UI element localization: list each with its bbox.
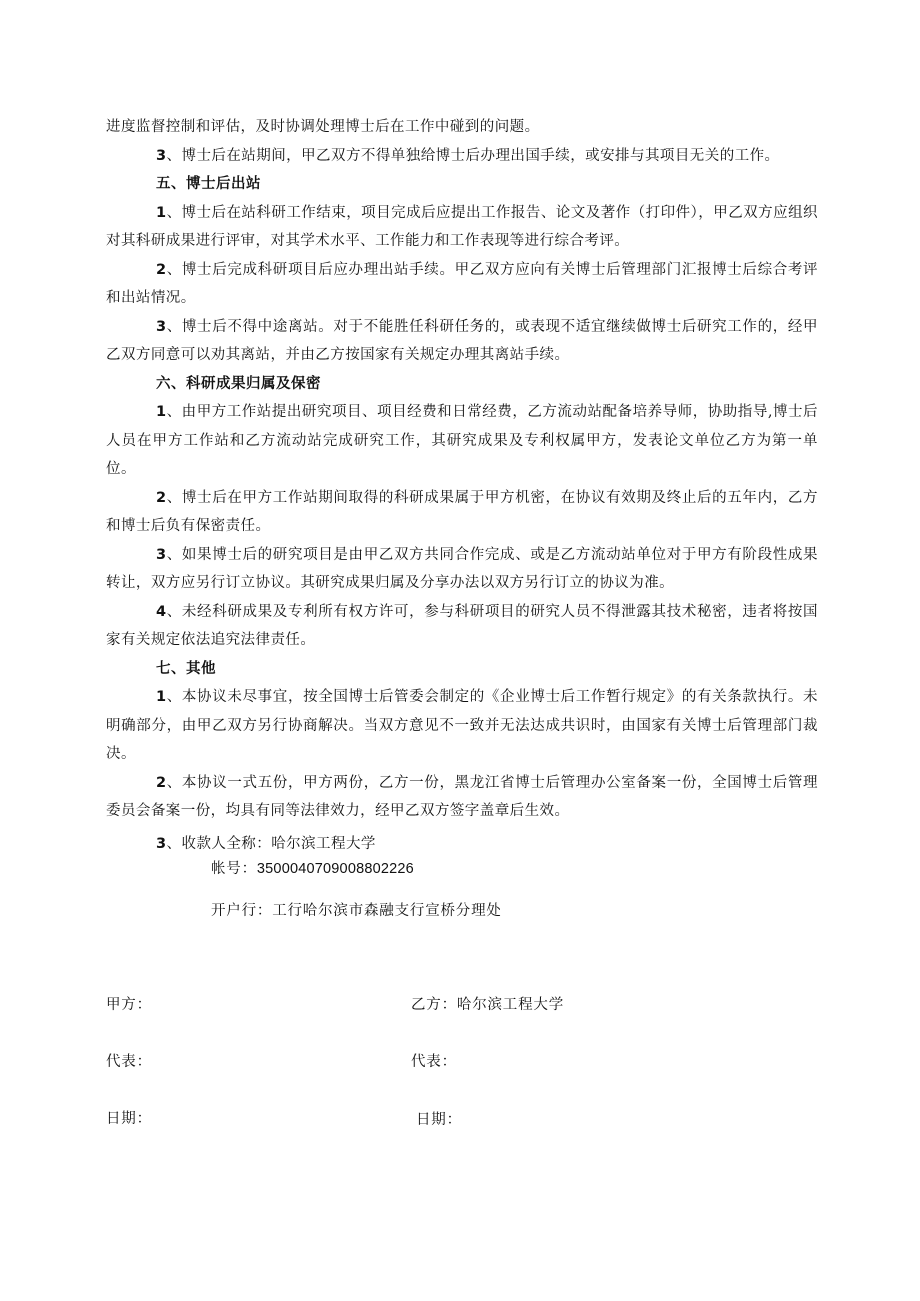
agreement-body [106,113,818,858]
clause-6-2: 2、博士后在甲方工作站期间取得的科研成果属于甲方机密，在协议有效期及终止后的五年内，乙方和博士后负有保密责任。 [106,489,818,534]
bank-name: 开户行：工行哈尔滨市森融支行宣桥分理处 [211,903,502,919]
party-a-label: 甲方： [106,997,152,1013]
section-heading-5: 五、博士后出站 [156,176,261,192]
clause-4-3: 3、博士后在站期间，甲乙双方不得单独给博士后办理出国手续，或安排与其项目无关的工作。 [156,147,780,164]
clause-5-2: 2、博士后完成科研项目后应办理出站手续。甲乙双方应向有关博士后管理部门汇报博士后综合考评和出站情况。 [106,261,818,306]
clause-7-3: 3、收款人全称：哈尔滨工程大学 [156,835,376,852]
bank-line [211,901,502,921]
account-label: 帐号： [211,861,257,877]
clause-6-1: 1、由甲方工作站提出研究项目、项目经费和日常经费，乙方流动站配备培养导师，协助指导,博士后人员在甲方工作站和乙方流动站完成研究工作，其研究成果及专利权属甲方，发表论文单位乙方为第一单位。 [106,404,818,477]
clause-6-3: 3、如果博士后的研究项目是由甲乙双方共同合作完成、或是乙方流动站单位对于甲方有阶段性成果转让，双方应另行订立协议。其研究成果归属及分享办法以双方另行订立的协议为准。 [106,546,818,591]
account-number: 3500040709008802226 [256,861,414,877]
date-b-label: 日期： [416,1112,462,1128]
section-heading-7: 七、其他 [156,660,216,677]
date-a-label: 日期： [106,1111,152,1127]
clause-7-1: 1、本协议未尽事宜，按全国博士后管委会制定的《企业博士后工作暂行规定》的有关条款执行。未明确部分，由甲乙双方另行协商解决。当双方意见不一致并无法达成共识时，由国家有关博士后管理部门裁决。 [106,689,818,762]
party-b-label: 乙方：哈尔滨工程大学 [411,997,564,1013]
clause-5-3: 3、博士后不得中途离站。对于不能胜任科研任务的，或表现不适宜继续做博士后研究工作的，经甲乙双方同意可以劝其离站，并由乙方按国家有关规定办理其离站手续。 [106,318,818,363]
continued-paragraph: 进度监督控制和评估，及时协调处理博士后在工作中碰到的问题。 [106,119,540,135]
clause-6-4: 4、未经科研成果及专利所有权方许可，参与科研项目的研究人员不得泄露其技术秘密，违者将按国家有关规定依法追究法律责任。 [106,603,818,648]
clause-7-2: 2、本协议一式五份，甲方两份，乙方一份，黑龙江省博士后管理办公室备案一份，全国博士后管理委员会备案一份，均具有同等法律效力，经甲乙双方签字盖章后生效。 [106,774,818,819]
account-number-line [211,859,414,879]
representative-a-label: 代表： [106,1054,152,1070]
section-heading-6: 六、科研成果归属及保密 [156,375,321,392]
representative-b-label: 代表： [411,1054,457,1070]
clause-5-1: 1、博士后在站科研工作结束，项目完成后应提出工作报告、论文及著作（打印件），甲乙双方应组织对其科研成果进行评审，对其学术水平、工作能力和工作表现等进行综合考评。 [106,204,818,249]
